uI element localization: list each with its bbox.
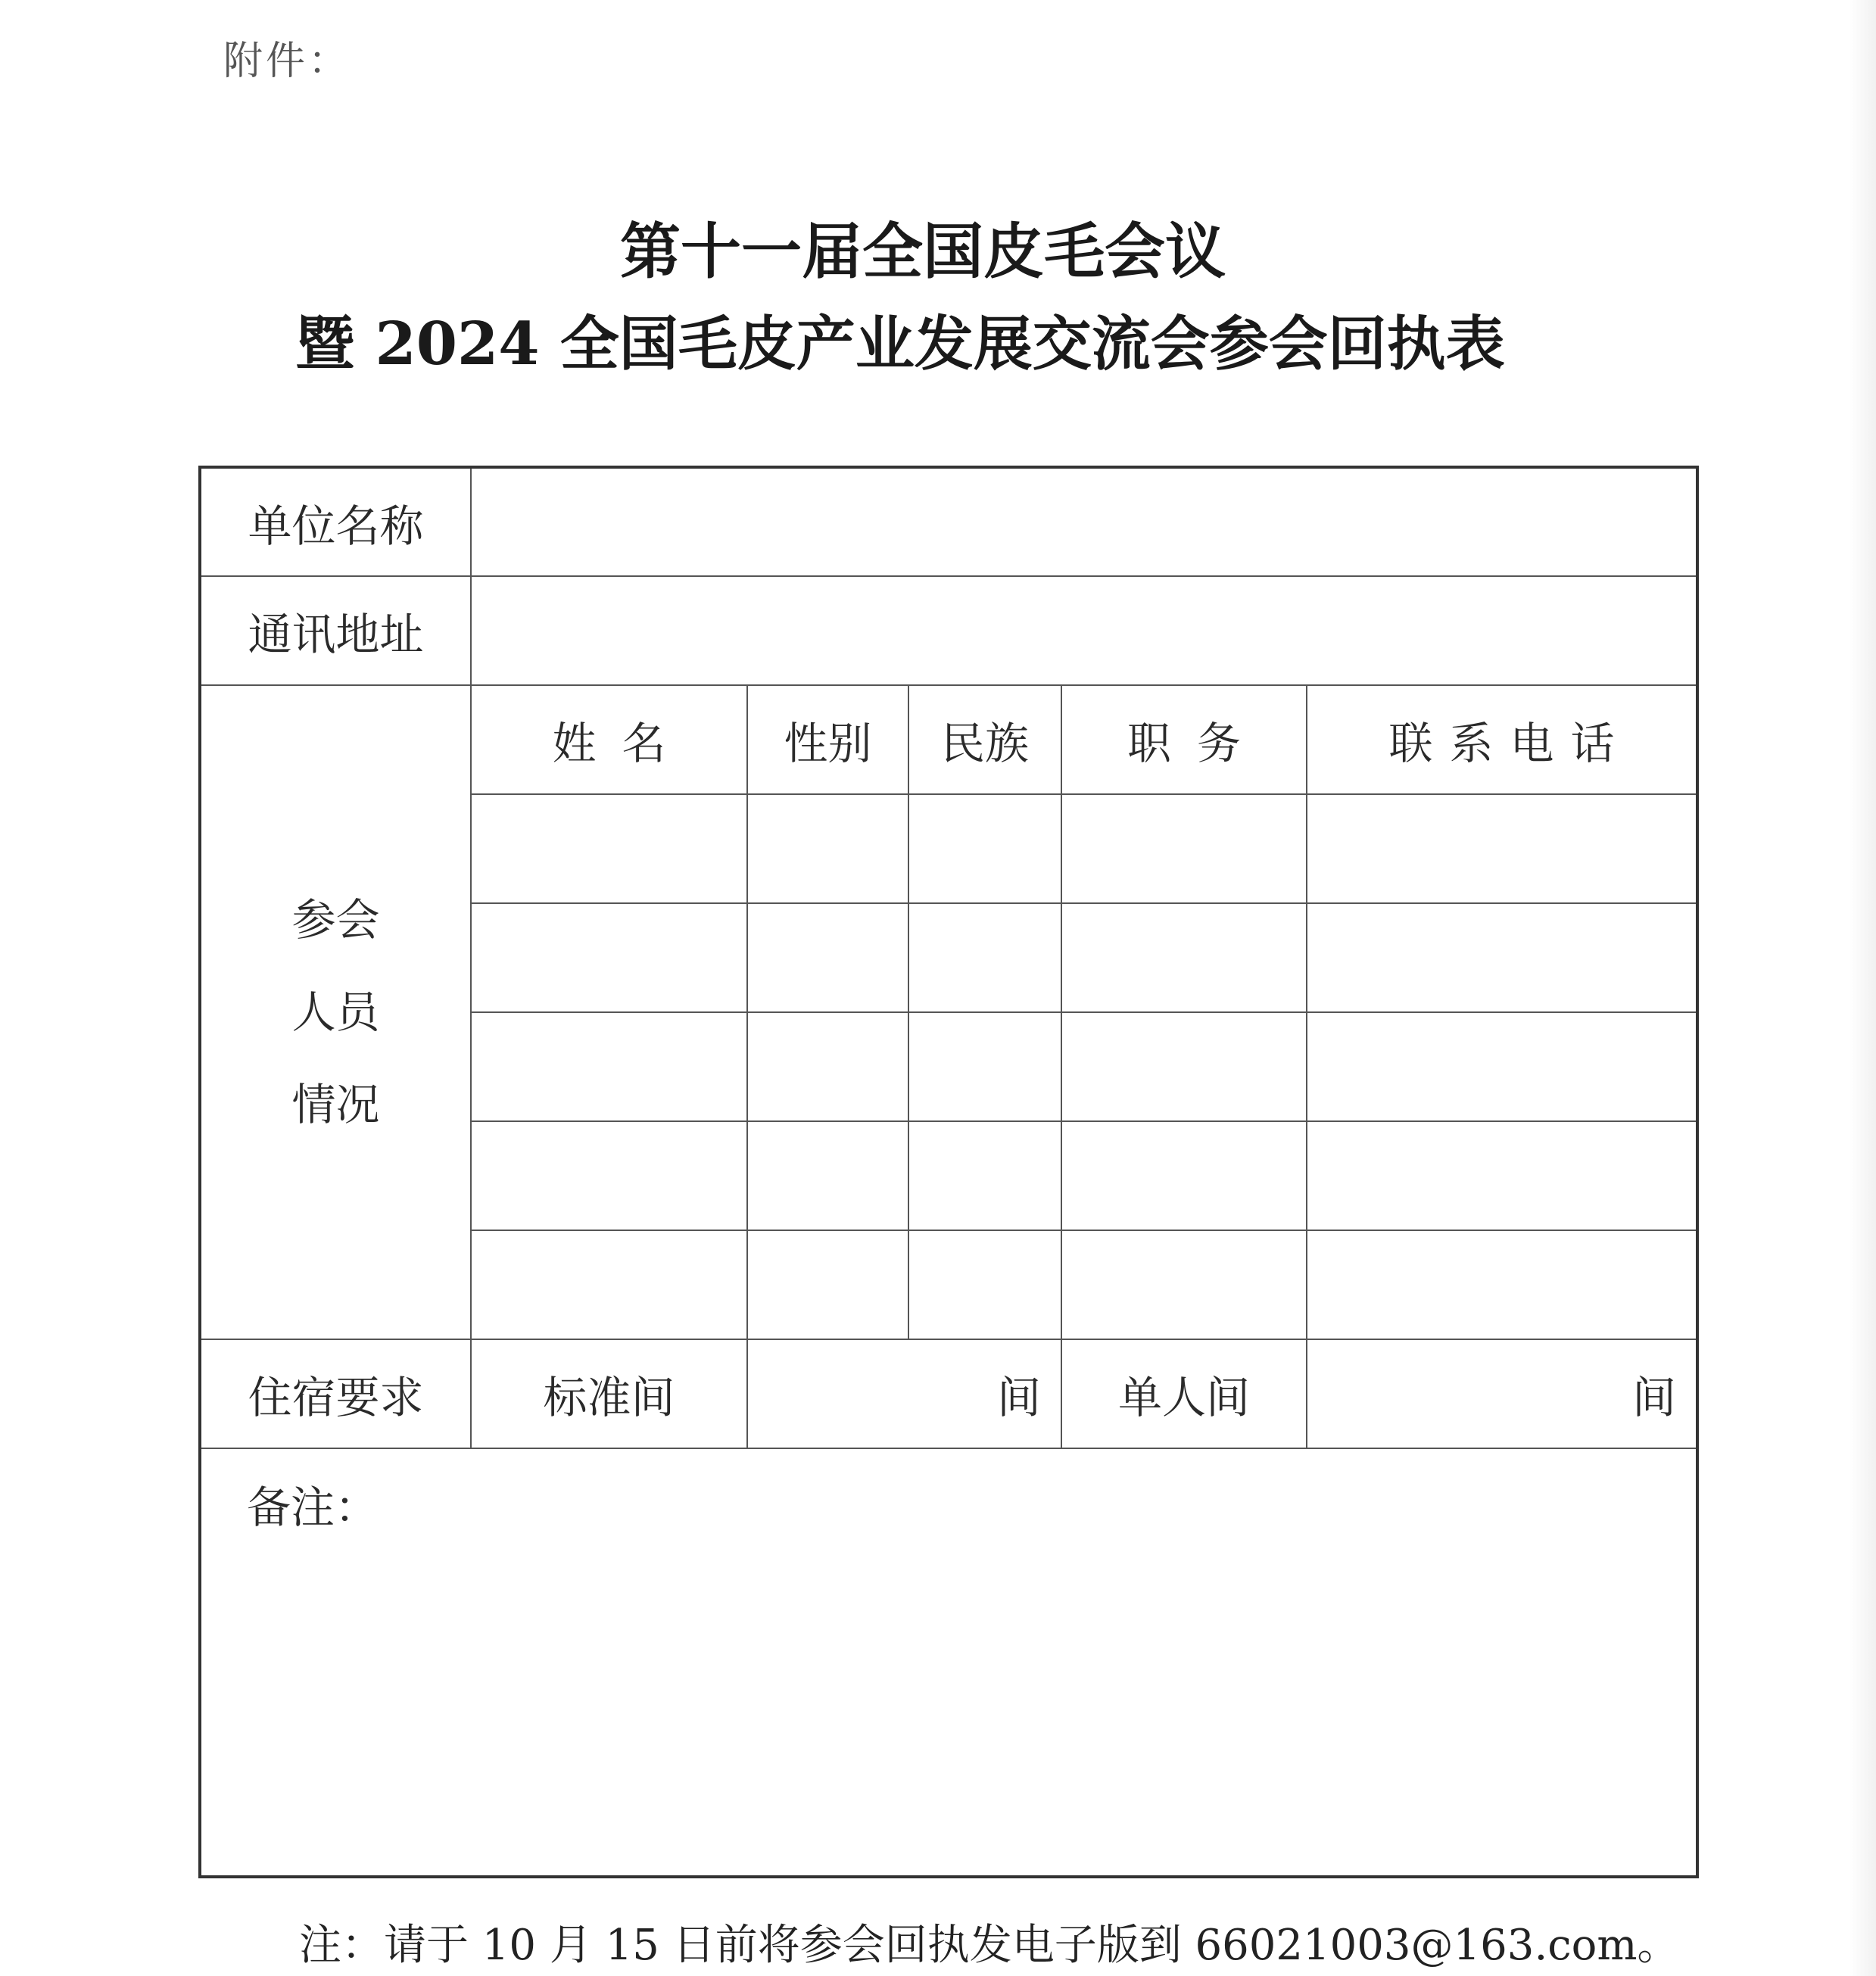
attendee-section-label-line-2: 人员 (291, 986, 380, 1038)
single-room-count-field[interactable] (1307, 1339, 1697, 1448)
standard-room-count-field[interactable] (747, 1339, 1061, 1448)
address-row (200, 576, 1697, 685)
single-room-label: 单人间 (1061, 1339, 1307, 1448)
attendee-phone-cell[interactable] (1307, 1012, 1697, 1121)
document-title-line-2: 暨 2024 全国毛皮产业发展交流会参会回执表 (295, 310, 1505, 379)
registration-form-table (198, 466, 1699, 1878)
attendee-phone-cell[interactable] (1307, 1230, 1697, 1339)
attendee-ethnicity-cell[interactable] (908, 903, 1061, 1012)
address-field[interactable] (471, 576, 1697, 685)
attendee-gender-cell[interactable] (747, 1121, 908, 1230)
attendee-ethnicity-cell[interactable] (908, 1230, 1061, 1339)
attendee-position-cell[interactable] (1061, 1230, 1307, 1339)
standard-room-label: 标准间 (471, 1339, 747, 1448)
attendee-gender-cell[interactable] (747, 794, 908, 903)
single-room-unit: 间 (1632, 1372, 1677, 1423)
unit-name-field[interactable] (471, 467, 1697, 576)
accommodation-row (200, 1339, 1697, 1448)
column-header-phone: 联系电话 (1307, 685, 1697, 794)
attendee-phone-cell[interactable] (1307, 794, 1697, 903)
attendee-position-cell[interactable] (1061, 1012, 1307, 1121)
attendee-position-cell[interactable] (1061, 794, 1307, 903)
remarks-label: 备注： (247, 1482, 379, 1533)
attendee-gender-cell[interactable] (747, 1012, 908, 1121)
attendee-section-label-line-3: 情况 (291, 1079, 380, 1130)
unit-name-label: 单位名称 (200, 467, 471, 576)
attendee-name-cell[interactable] (471, 1012, 747, 1121)
attachment-label: 附件： (223, 39, 351, 84)
submission-deadline-note: 注：请于 10 月 15 日前将参会回执发电子版到 66021003@163.com。 (299, 1921, 1680, 1970)
attendee-section-label (200, 685, 471, 1339)
attendee-header-row (200, 685, 1697, 794)
attendee-phone-cell[interactable] (1307, 1121, 1697, 1230)
attendee-section-label-line-1: 参会 (291, 894, 380, 946)
attendee-name-cell[interactable] (471, 1230, 747, 1339)
document-title-line-1: 第十一届全国皮毛会议 (620, 216, 1226, 287)
column-header-ethnicity: 民族 (908, 685, 1061, 794)
column-header-gender: 性别 (747, 685, 908, 794)
scan-page-edge (1849, 0, 1876, 1976)
attendee-position-cell[interactable] (1061, 903, 1307, 1012)
attendee-ethnicity-cell[interactable] (908, 1012, 1061, 1121)
attendee-name-cell[interactable] (471, 903, 747, 1012)
attendee-ethnicity-cell[interactable] (908, 794, 1061, 903)
standard-room-unit: 间 (996, 1372, 1041, 1423)
remarks-row (200, 1448, 1697, 1877)
attendee-phone-cell[interactable] (1307, 903, 1697, 1012)
column-header-name: 姓名 (471, 685, 747, 794)
attendee-gender-cell[interactable] (747, 903, 908, 1012)
attendee-name-cell[interactable] (471, 794, 747, 903)
attendee-ethnicity-cell[interactable] (908, 1121, 1061, 1230)
attendee-position-cell[interactable] (1061, 1121, 1307, 1230)
attendee-gender-cell[interactable] (747, 1230, 908, 1339)
attendee-name-cell[interactable] (471, 1121, 747, 1230)
unit-name-row (200, 467, 1697, 576)
accommodation-label: 住宿要求 (200, 1339, 471, 1448)
remarks-field[interactable] (200, 1448, 1697, 1877)
address-label: 通讯地址 (200, 576, 471, 685)
column-header-position: 职务 (1061, 685, 1307, 794)
